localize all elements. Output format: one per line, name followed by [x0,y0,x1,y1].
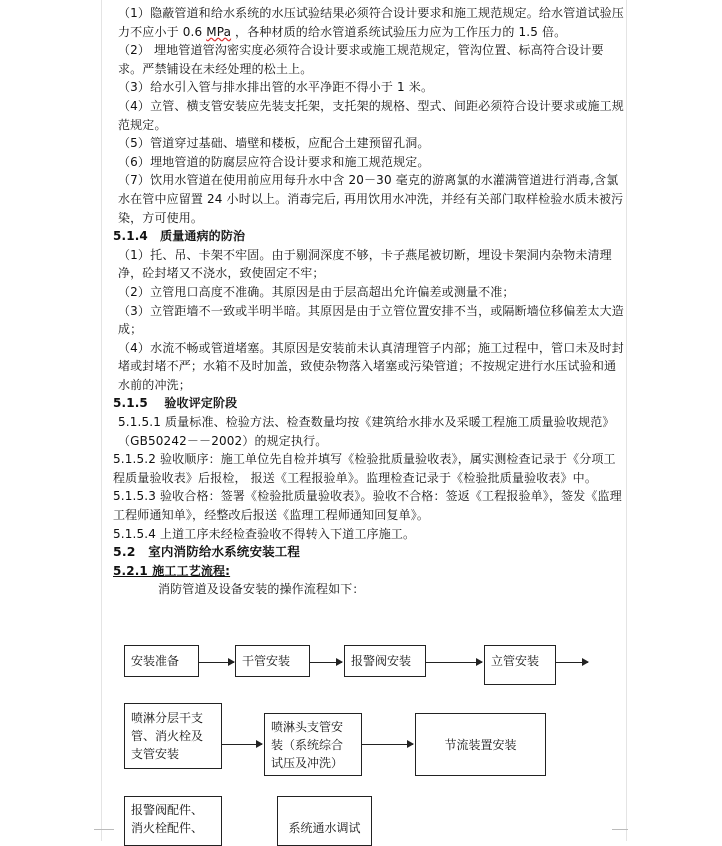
paragraph-5: （5）管道穿过基础、墙壁和楼板，应配合土建预留孔洞。 [118,136,430,151]
flow-box-valve-fittings [124,796,222,846]
flow-box-label: 安装准备 [131,654,180,668]
flow-arrow [426,662,482,663]
flow-box-line: 喷淋头支管安 [271,719,344,734]
flow-box-text [131,709,203,763]
paragraph-3: （3）给水引入管与排水排出管的水平净距不得小于 1 米。 [118,80,434,95]
flow-box-label: 立管安装 [491,654,540,668]
flow-box-main-pipe [235,645,310,677]
heading-5-1-4: 5.1.4 质量通病的防治 [113,229,246,244]
page-corner-mark-right [612,829,628,830]
flow-box-install-prep [124,645,199,677]
acceptance-4: 5.1.5.4 上道工序未经检查验收不得转入下道工序施工。 [113,526,416,541]
flow-arrow [310,662,342,663]
flow-arrow [199,662,234,663]
flow-box-riser [484,645,556,685]
flow-box-line: 装（系统综合 [271,737,344,752]
defect-2: （2）立管甩口高度不准确。其原因是由于层高超出允许偏差或测量不准； [118,284,515,299]
flow-box-throttle-device [415,713,546,776]
flow-box-label: 干管安装 [242,654,291,668]
flow-box-line: 报警阀配件、 [131,803,204,817]
flow-box-system-test [277,796,372,846]
flow-intro: 消防管道及设备安装的操作流程如下： [158,582,365,597]
flow-box-sprinkler-branch [264,713,362,776]
acceptance-3: 5.1.5.3 验收合格：签署《检验批质量验收表》。验收不合格：签返《工程报验单》，签发《监理工程师通知单》，经整改后报送《监理工程师通知回复单》。 [113,489,622,523]
acceptance-2: 5.1.5.2 验收顺序：施工单位先自检并填写《检验批质量验收表》，属实测检查记录于《分项工程质量验收表》后报检， 报送《工程报验单》。监理检查记录于《检验批质量验收表》中。 [113,452,616,485]
acceptance-1: 5.1.5.1 质量标准、检验方法、检查数量均按《建筑给水排水及采暖工程施工质量验收规范》（GB50242－－2002）的规定执行。 [118,415,615,448]
defect-3: （3）立管距墙不一致或半明半暗。其原因是由于立管位置安排不当，或隔断墙位移偏差太大造成； [118,303,624,337]
flow-arrow [556,662,588,663]
flow-box-label: 系统通水调试 [288,821,361,835]
flow-box-line: 消火栓配件、 [131,821,204,835]
flow-box-line: 管、消火栓及 [131,729,204,743]
defect-1: （1）托、吊、卡架不牢固。由于剔洞深度不够，卡子燕尾被切断，埋设卡架洞内杂物未清理净，砼封堵又不浇水，致使固定不牢； [118,247,612,281]
paragraph-1-unit: MPa [206,24,232,39]
flow-box-line: 试压及冲洗） [271,755,344,770]
paragraph-7: （7）饮用水管道在使用前应用每升水中含 20－30 毫克的游离氯的水灌满管道进行消毒,含氯水在管中应留置 24 小时以上。消毒完后, 再用饮用水冲洗，并经有关部门取样检验水质未被污染，方可使用。 [118,173,624,225]
flow-arrow [222,744,262,745]
heading-5-2: 5.2 室内消防给水系统安装工程 [113,544,301,560]
paragraph-1-text-a: （1）隐蔽管道和给水系统的水压试验结果必须符合设计要求和施工规范规定。给水管道试验压力不应小于 0.6 [118,6,624,39]
paragraph-6: （6）埋地管道的防腐层应符合设计要求和施工规范规定。 [118,154,430,169]
flow-box-alarm-valve [344,645,426,677]
flow-box-text [271,718,343,772]
defect-4: （4）水流不畅或管道堵塞。其原因是安装前未认真清理管子内部；施工过程中，管口未及时封堵或封堵不严；水箱不及时加盖，致使杂物落入堵塞或污染管道；不按规定进行水压试验和通水前的冲洗； [118,340,624,392]
heading-5-2-1: 5.2.1 施工工艺流程: [113,563,231,578]
flow-box-text [131,801,203,837]
paragraph-4: （4）立管、横支管安装应先装支托架，支托架的规格、型式、间距必须符合设计要求或施工规范规定。 [118,98,624,132]
page-corner-mark-left [94,829,114,830]
paragraph-1-text-b: ，各种材质的给水管道系统试验压力应为工作压力的 1.5 倍。 [231,24,567,39]
flow-box-line: 支管安装 [131,747,180,761]
flow-box-label: 节流装置安装 [444,737,517,752]
flow-arrow [362,744,413,745]
flow-box-line: 喷淋分层干支 [131,711,204,725]
flow-box-label: 报警阀安装 [351,654,412,668]
heading-5-1-5: 5.1.5 验收评定阶段 [113,396,238,411]
flow-box-branch-pipe [124,703,222,769]
paragraph-2: （2） 埋地管道管沟密实度必须符合设计要求或施工规范规定，管沟位置、标高符合设计要求。严禁铺设在未经处理的松土上。 [118,43,604,76]
